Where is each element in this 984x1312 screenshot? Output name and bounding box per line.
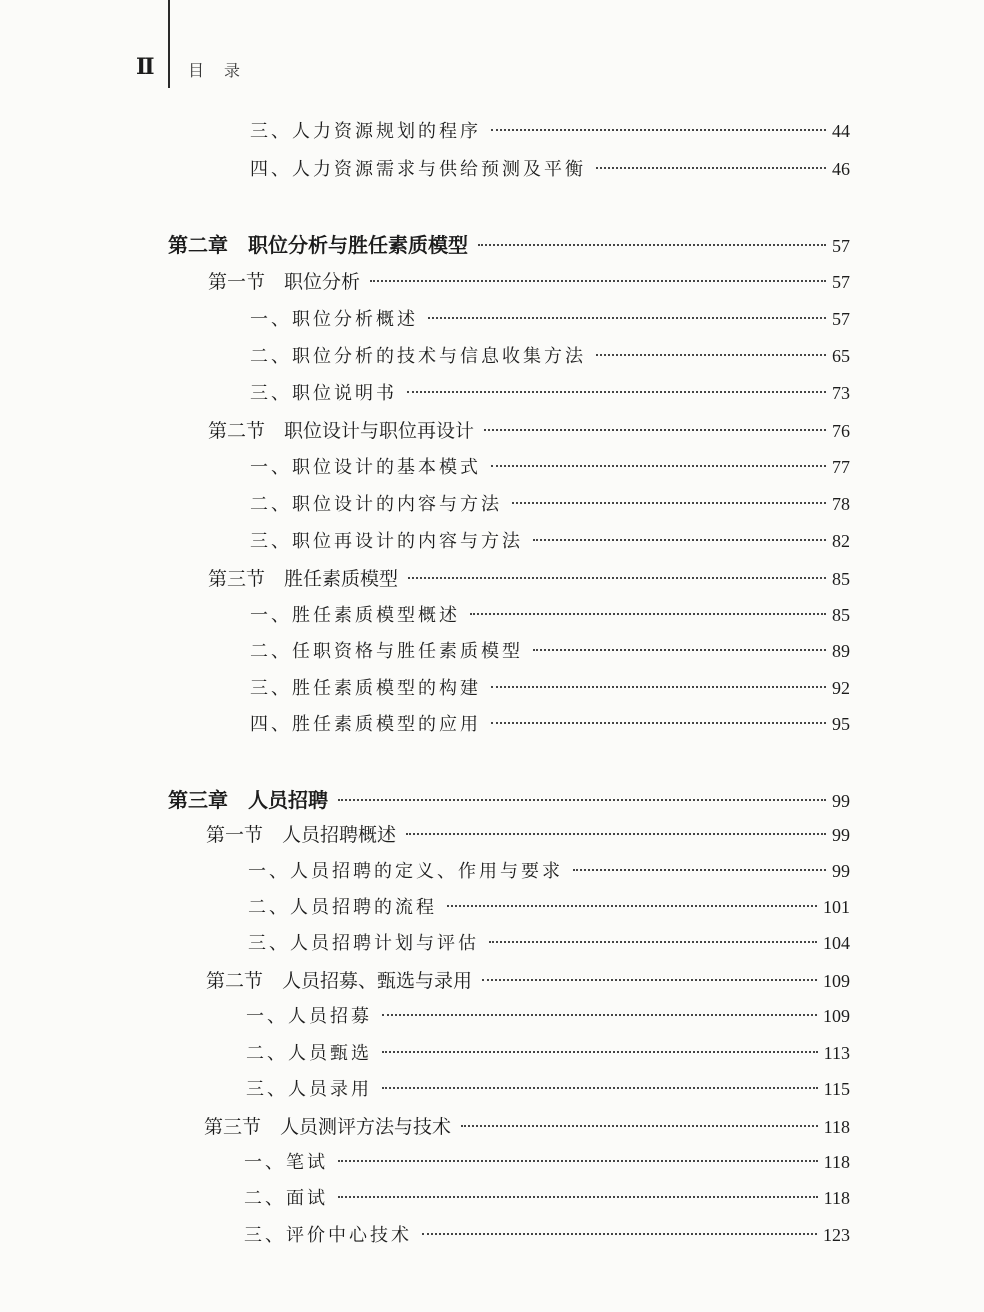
- leader-dots: [407, 391, 826, 393]
- leader-dots: [461, 1125, 818, 1127]
- toc-entry: [250, 490, 850, 520]
- leader-dots: [491, 465, 826, 467]
- toc-entry-page: 89: [832, 641, 850, 661]
- toc-entry: [244, 1221, 850, 1251]
- leader-dots: [533, 539, 826, 541]
- toc-entry-page: 99: [832, 791, 850, 811]
- toc-entry-label: 一、胜任素质模型概述: [250, 605, 460, 626]
- leader-dots: [478, 244, 826, 246]
- leader-dots: [422, 1233, 817, 1235]
- leader-dots: [382, 1087, 818, 1089]
- toc-entry-label: 三、人力资源规划的程序: [250, 121, 481, 142]
- leader-dots: [491, 129, 826, 131]
- toc-entry-page: 95: [832, 714, 850, 734]
- toc-entry-page: 115: [823, 1079, 850, 1099]
- toc-section: [206, 966, 850, 996]
- toc-entry: [250, 342, 850, 372]
- toc-entry-page: 109: [823, 1006, 850, 1026]
- toc-entry-label: 二、任职资格与胜任素质模型: [250, 641, 523, 662]
- toc-entry: [246, 1002, 850, 1032]
- toc-entry-label: 一、人员招募: [246, 1006, 372, 1027]
- toc-entry-label: 三、人员招聘计划与评估: [248, 933, 479, 954]
- toc-entry-page: 85: [832, 569, 850, 589]
- toc-entry-label: 三、职位说明书: [250, 383, 397, 404]
- toc-entry-page: 123: [823, 1225, 850, 1245]
- toc-entry-page: 76: [832, 421, 850, 441]
- toc-entry: [250, 601, 850, 631]
- toc-entry-label: 三、职位再设计的内容与方法: [250, 531, 523, 552]
- toc-entry-label: 四、胜任素质模型的应用: [250, 714, 481, 735]
- toc-entry: [250, 155, 850, 185]
- toc-section: [204, 1112, 850, 1142]
- leader-dots: [370, 280, 826, 282]
- toc-section: [206, 820, 850, 850]
- toc-entry-label: 三、胜任素质模型的构建: [250, 678, 481, 699]
- toc-entry-page: 109: [823, 971, 850, 991]
- toc-entry-label: 二、职位分析的技术与信息收集方法: [250, 346, 586, 367]
- toc-entry: [246, 1075, 850, 1105]
- toc-entry: [250, 117, 850, 147]
- leader-dots: [406, 833, 826, 835]
- toc-entry-label: 一、职位设计的基本模式: [250, 457, 481, 478]
- toc-entry: [250, 305, 850, 335]
- leader-dots: [428, 317, 826, 319]
- toc-entry-label: 第三节 人员测评方法与技术: [204, 1116, 452, 1138]
- toc-entry-label: 一、职位分析概述: [250, 309, 418, 330]
- toc-entry-page: 77: [832, 457, 850, 477]
- running-header-title: 目录: [188, 61, 261, 80]
- toc-chapter: [168, 784, 850, 814]
- toc-entry: [246, 1039, 850, 1069]
- toc-entry-page: 99: [832, 861, 850, 881]
- leader-dots: [489, 941, 817, 943]
- toc-entry: [250, 674, 850, 704]
- leader-dots: [596, 167, 826, 169]
- toc-entry: [248, 893, 850, 923]
- toc-entry-page: 82: [832, 531, 850, 551]
- leader-dots: [338, 799, 826, 801]
- toc-entry-label: 二、人员招聘的流程: [248, 897, 437, 918]
- toc-entry-label: 第二节 职位设计与职位再设计: [208, 420, 475, 442]
- leader-dots: [573, 869, 826, 871]
- leader-dots: [470, 613, 826, 615]
- toc-section: [208, 267, 850, 297]
- toc-section: [208, 416, 850, 446]
- leader-dots: [512, 502, 826, 504]
- toc-entry-label: 一、笔试: [244, 1152, 328, 1173]
- toc-entry-label: 第三章 人员招聘: [168, 788, 328, 812]
- toc-entry-page: 113: [823, 1043, 850, 1063]
- toc-entry: [248, 929, 850, 959]
- leader-dots: [482, 979, 817, 981]
- toc-entry: [250, 527, 850, 557]
- toc-entry-page: 78: [832, 494, 850, 514]
- toc-entry-page: 92: [832, 678, 850, 698]
- leader-dots: [382, 1014, 817, 1016]
- toc-entry: [248, 857, 850, 887]
- toc-section: [208, 564, 850, 594]
- toc-entry-label: 第一节 人员招聘概述: [206, 824, 397, 846]
- toc-entry-page: 101: [823, 897, 850, 917]
- toc-entry-label: 三、评价中心技术: [244, 1225, 412, 1246]
- toc-entry: [250, 453, 850, 483]
- toc-entry-label: 一、人员招聘的定义、作用与要求: [248, 861, 563, 882]
- leader-dots: [533, 649, 826, 651]
- toc-entry-page: 57: [832, 309, 850, 329]
- toc-entry-label: 四、人力资源需求与供给预测及平衡: [250, 159, 586, 180]
- toc-entry-page: 99: [832, 825, 850, 845]
- toc-entry-label: 第三节 胜任素质模型: [208, 568, 399, 590]
- page-number: II: [136, 54, 153, 80]
- toc-entry-label: 二、人员甄选: [246, 1043, 372, 1064]
- leader-dots: [338, 1160, 818, 1162]
- toc-entry-page: 104: [823, 933, 850, 953]
- toc-entry-page: 46: [832, 159, 850, 179]
- leader-dots: [484, 429, 826, 431]
- toc-entry: [250, 379, 850, 409]
- toc-entry-label: 第一节 职位分析: [208, 271, 361, 293]
- toc-entry: [250, 637, 850, 667]
- leader-dots: [596, 354, 826, 356]
- toc-entry-label: 第二节 人员招募、甄选与录用: [206, 970, 473, 992]
- leader-dots: [447, 905, 817, 907]
- toc-entry-label: 二、职位设计的内容与方法: [250, 494, 502, 515]
- leader-dots: [338, 1196, 818, 1198]
- toc-entry: [250, 710, 850, 740]
- toc-entry-page: 85: [832, 605, 850, 625]
- leader-dots: [491, 722, 826, 724]
- binding-line: [168, 0, 170, 88]
- toc-entry-page: 65: [832, 346, 850, 366]
- toc-entry-label: 三、人员录用: [246, 1079, 372, 1100]
- leader-dots: [491, 686, 826, 688]
- toc-entry-page: 73: [832, 383, 850, 403]
- leader-dots: [382, 1051, 818, 1053]
- toc-entry-page: 118: [823, 1188, 850, 1208]
- toc-entry-page: 118: [823, 1117, 850, 1137]
- toc-entry: [244, 1184, 850, 1214]
- toc-chapter: [168, 229, 850, 259]
- toc-entry: [244, 1148, 850, 1178]
- leader-dots: [408, 577, 826, 579]
- toc-entry-page: 57: [832, 272, 850, 292]
- toc-entry-label: 二、面试: [244, 1188, 328, 1209]
- toc-entry-page: 57: [832, 236, 850, 256]
- toc-entry-page: 118: [823, 1152, 850, 1172]
- toc-entry-page: 44: [832, 121, 850, 141]
- toc-entry-label: 第二章 职位分析与胜任素质模型: [168, 233, 468, 257]
